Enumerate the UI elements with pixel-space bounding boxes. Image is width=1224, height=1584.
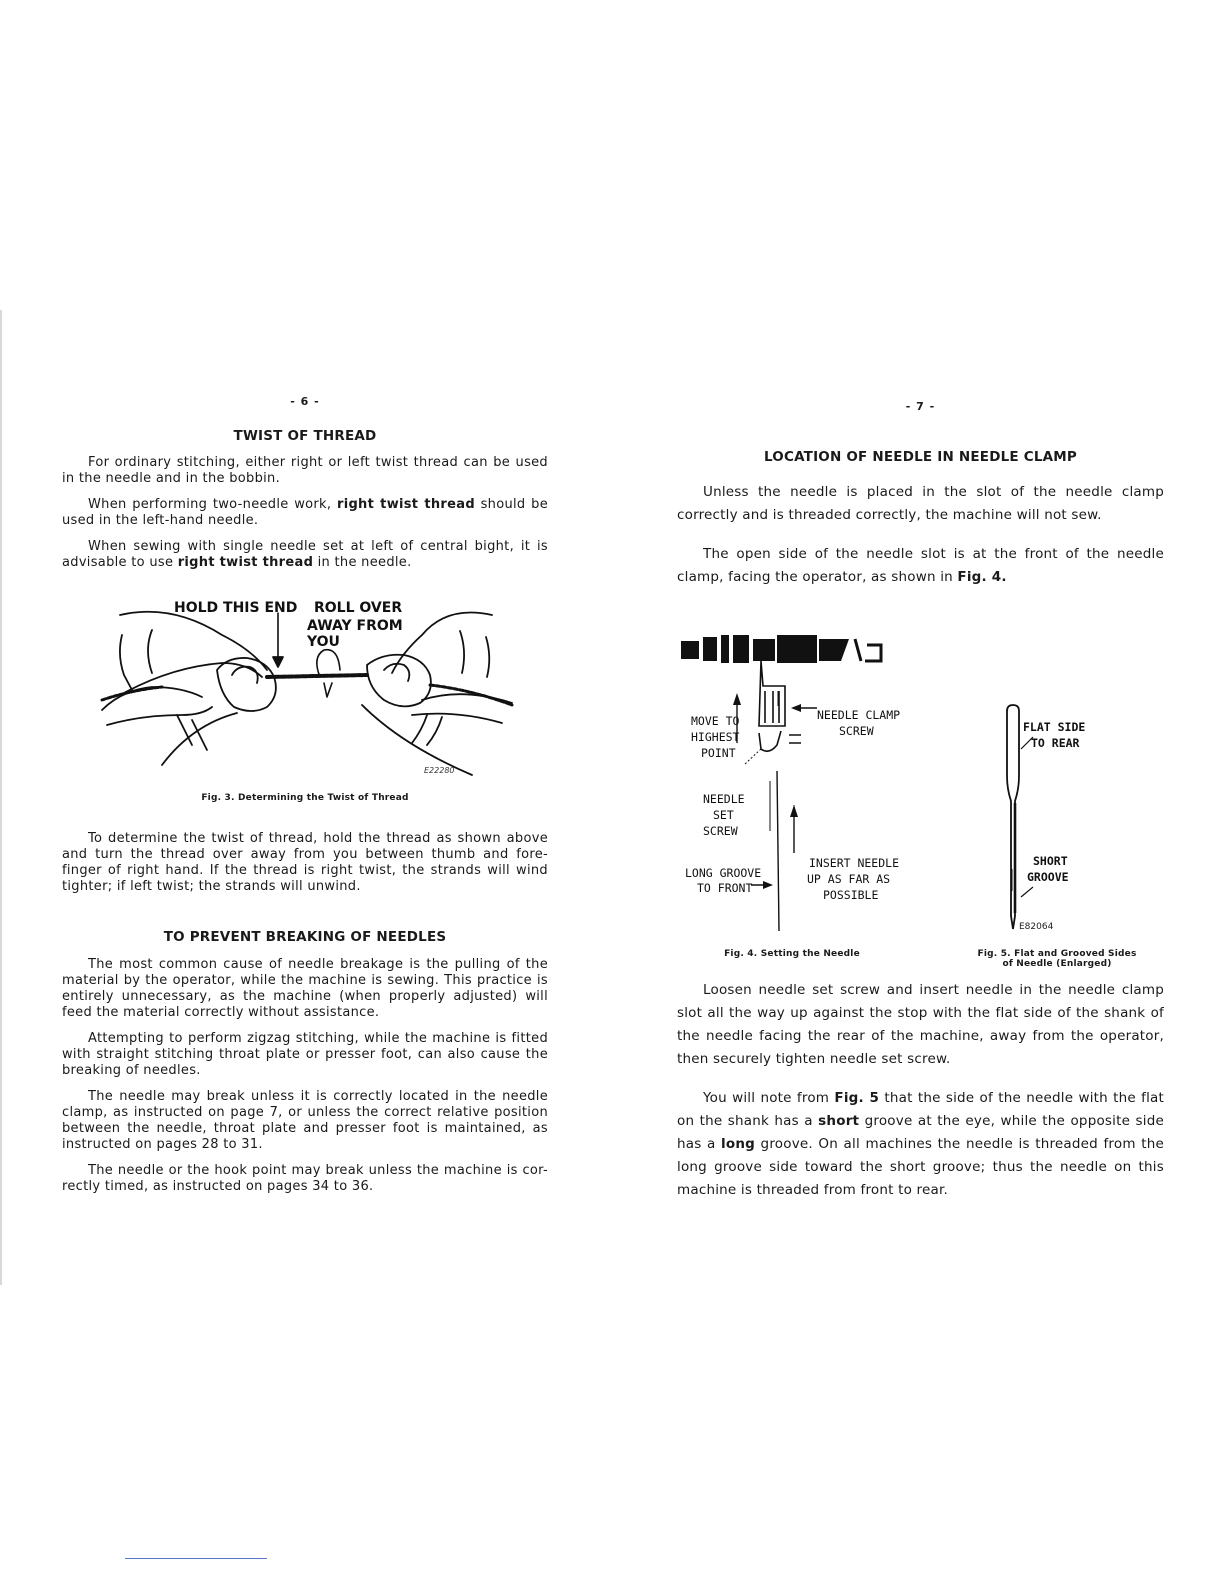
label-to-rear: TO REAR xyxy=(1031,736,1080,750)
prevent-paragraph-4: The needle or the hook point may break unless the machine is cor-rectly timed, as instructed on pages 34 to 36. xyxy=(62,1163,548,1194)
page-6 xyxy=(62,395,548,1195)
label-move-to: MOVE TO xyxy=(691,714,740,728)
label-set-screw: SCREW xyxy=(703,824,738,838)
label-insert-needle: INSERT NEEDLE xyxy=(809,856,900,870)
text: should be used in the left-hand needle. xyxy=(62,497,548,528)
thread-twisted xyxy=(267,675,367,677)
page-number: - 7 - xyxy=(905,400,936,413)
twist-paragraph-1: For ordinary stitching, either right or left twist thread can be used in the needle and in the bobbin. xyxy=(62,455,548,486)
label-short: SHORT xyxy=(1033,854,1068,868)
bottom-rule xyxy=(125,1558,267,1559)
label-clamp-screw: SCREW xyxy=(839,724,874,738)
figure-5-code: E82064 xyxy=(1019,922,1054,931)
label-point: POINT xyxy=(701,746,736,760)
prevent-paragraph-1: The most common cause of needle breakage is the pulling of the material by the operator, while the machine is sewing. This practice is entirely unnecessary, as the machine (when properly adjusted) will feed the material correctly without assistance. xyxy=(62,957,548,1020)
text: in the needle. xyxy=(313,555,412,570)
emphasis: Fig. 4. xyxy=(957,569,1007,585)
twist-determine-paragraph: To determine the twist of thread, hold the thread as shown above and turn the thread over away from you between thumb and fore-finger of right hand. If the thread is right twist, the strands will wind tighter; if left twist; the strands will unwind. xyxy=(62,831,548,894)
text: groove. On all machines the needle is threaded from the long groove side toward the short groove; thus the needle on this machine is threaded from front to rear. xyxy=(677,1136,1164,1198)
twist-thread-illustration xyxy=(62,595,548,790)
roll-arrow xyxy=(317,650,340,677)
figure-3 xyxy=(62,595,548,810)
left-hand-outline xyxy=(120,612,267,670)
label-highest: HIGHEST xyxy=(691,730,740,744)
label-flat-side: FLAT SIDE xyxy=(1023,720,1086,734)
twist-heading: TWIST OF THREAD xyxy=(233,428,377,444)
emphasis: long xyxy=(721,1136,756,1152)
text: You will note from xyxy=(703,1090,835,1106)
label-up-as-far-as: UP AS FAR AS xyxy=(807,872,891,886)
label-away-from: AWAY FROM xyxy=(307,618,403,634)
loosen-paragraph: Loosen needle set screw and insert needle in the needle clamp slot all the way up against the stop with the flat side of the shank of the needle facing the rear of the machine, away from the operator, then securely tighten needle set screw. xyxy=(677,982,1164,1067)
prevent-heading: TO PREVENT BREAKING OF NEEDLES xyxy=(163,929,447,945)
twist-paragraph-2 xyxy=(62,497,548,529)
text: The open side of the needle slot is at the front of the needle clamp, facing the operator, as shown in xyxy=(677,546,1164,585)
label-needle: NEEDLE xyxy=(703,792,745,806)
text: When sewing with single needle set at left of central bight, it is advisable to use xyxy=(62,539,548,570)
caption-line: Fig. 5. Flat and Grooved Sides xyxy=(977,949,1137,959)
label-to-front: TO FRONT xyxy=(697,881,753,895)
emphasis: right twist thread xyxy=(336,497,475,512)
label-roll-over: ROLL OVER xyxy=(314,600,403,616)
page-number: - 6 - xyxy=(290,395,320,408)
label-hold-this-end: HOLD THIS END xyxy=(174,600,298,616)
page-7 xyxy=(677,400,1164,1202)
prevent-paragraph-3: The needle may break unless it is correctly located in the needle clamp, as instructed on page 7, or unless the correct relative position between the needle, throat plate and presser foot is maintained, as instructed on pages 28 to 31. xyxy=(62,1089,548,1152)
right-hand-outline xyxy=(392,613,492,674)
emphasis: short xyxy=(818,1113,860,1129)
twist-paragraph-3 xyxy=(62,539,548,571)
needle-illustrations xyxy=(677,631,1164,931)
emphasis: right twist thread xyxy=(177,555,314,570)
label-set: SET xyxy=(713,808,734,822)
location-heading: LOCATION OF NEEDLE IN NEEDLE CLAMP xyxy=(763,449,1078,465)
scan-edge xyxy=(0,310,2,1285)
figure-3-caption: Fig. 3. Determining the Twist of Thread xyxy=(201,793,409,803)
figure-code: E22280 xyxy=(424,766,455,775)
caption-line: of Needle (Enlarged) xyxy=(1002,959,1112,969)
groove-paragraph xyxy=(677,1087,1164,1202)
location-paragraph-1: Unless the needle is placed in the slot of the needle clamp correctly and is threaded correctly, the machine will not sew. xyxy=(677,484,1164,523)
label-needle-clamp: NEEDLE CLAMP xyxy=(817,708,901,722)
label-you: YOU xyxy=(307,634,340,650)
emphasis: Fig. 5 xyxy=(834,1090,880,1106)
figure-5-caption xyxy=(947,949,1167,969)
figures-4-5 xyxy=(677,631,1164,971)
prevent-paragraph-2: Attempting to perform zigzag stitching, while the machine is fitted with straight stitching throat plate or presser foot, can also cause the breaking of needles. xyxy=(62,1031,548,1078)
location-paragraph-2 xyxy=(677,543,1164,589)
text: groove at the eye, while the opposite side has a xyxy=(677,1113,1164,1152)
text: When performing two-needle work, xyxy=(88,497,337,512)
needle-enlarged-drawing xyxy=(1007,705,1019,929)
label-groove: GROOVE xyxy=(1027,870,1069,884)
figure-4-caption: Fig. 4. Setting the Needle xyxy=(724,949,860,959)
label-possible: POSSIBLE xyxy=(823,888,879,902)
text: that the side of the needle with the flat on the shank has a xyxy=(677,1090,1165,1129)
label-long-groove: LONG GROOVE xyxy=(685,866,762,880)
